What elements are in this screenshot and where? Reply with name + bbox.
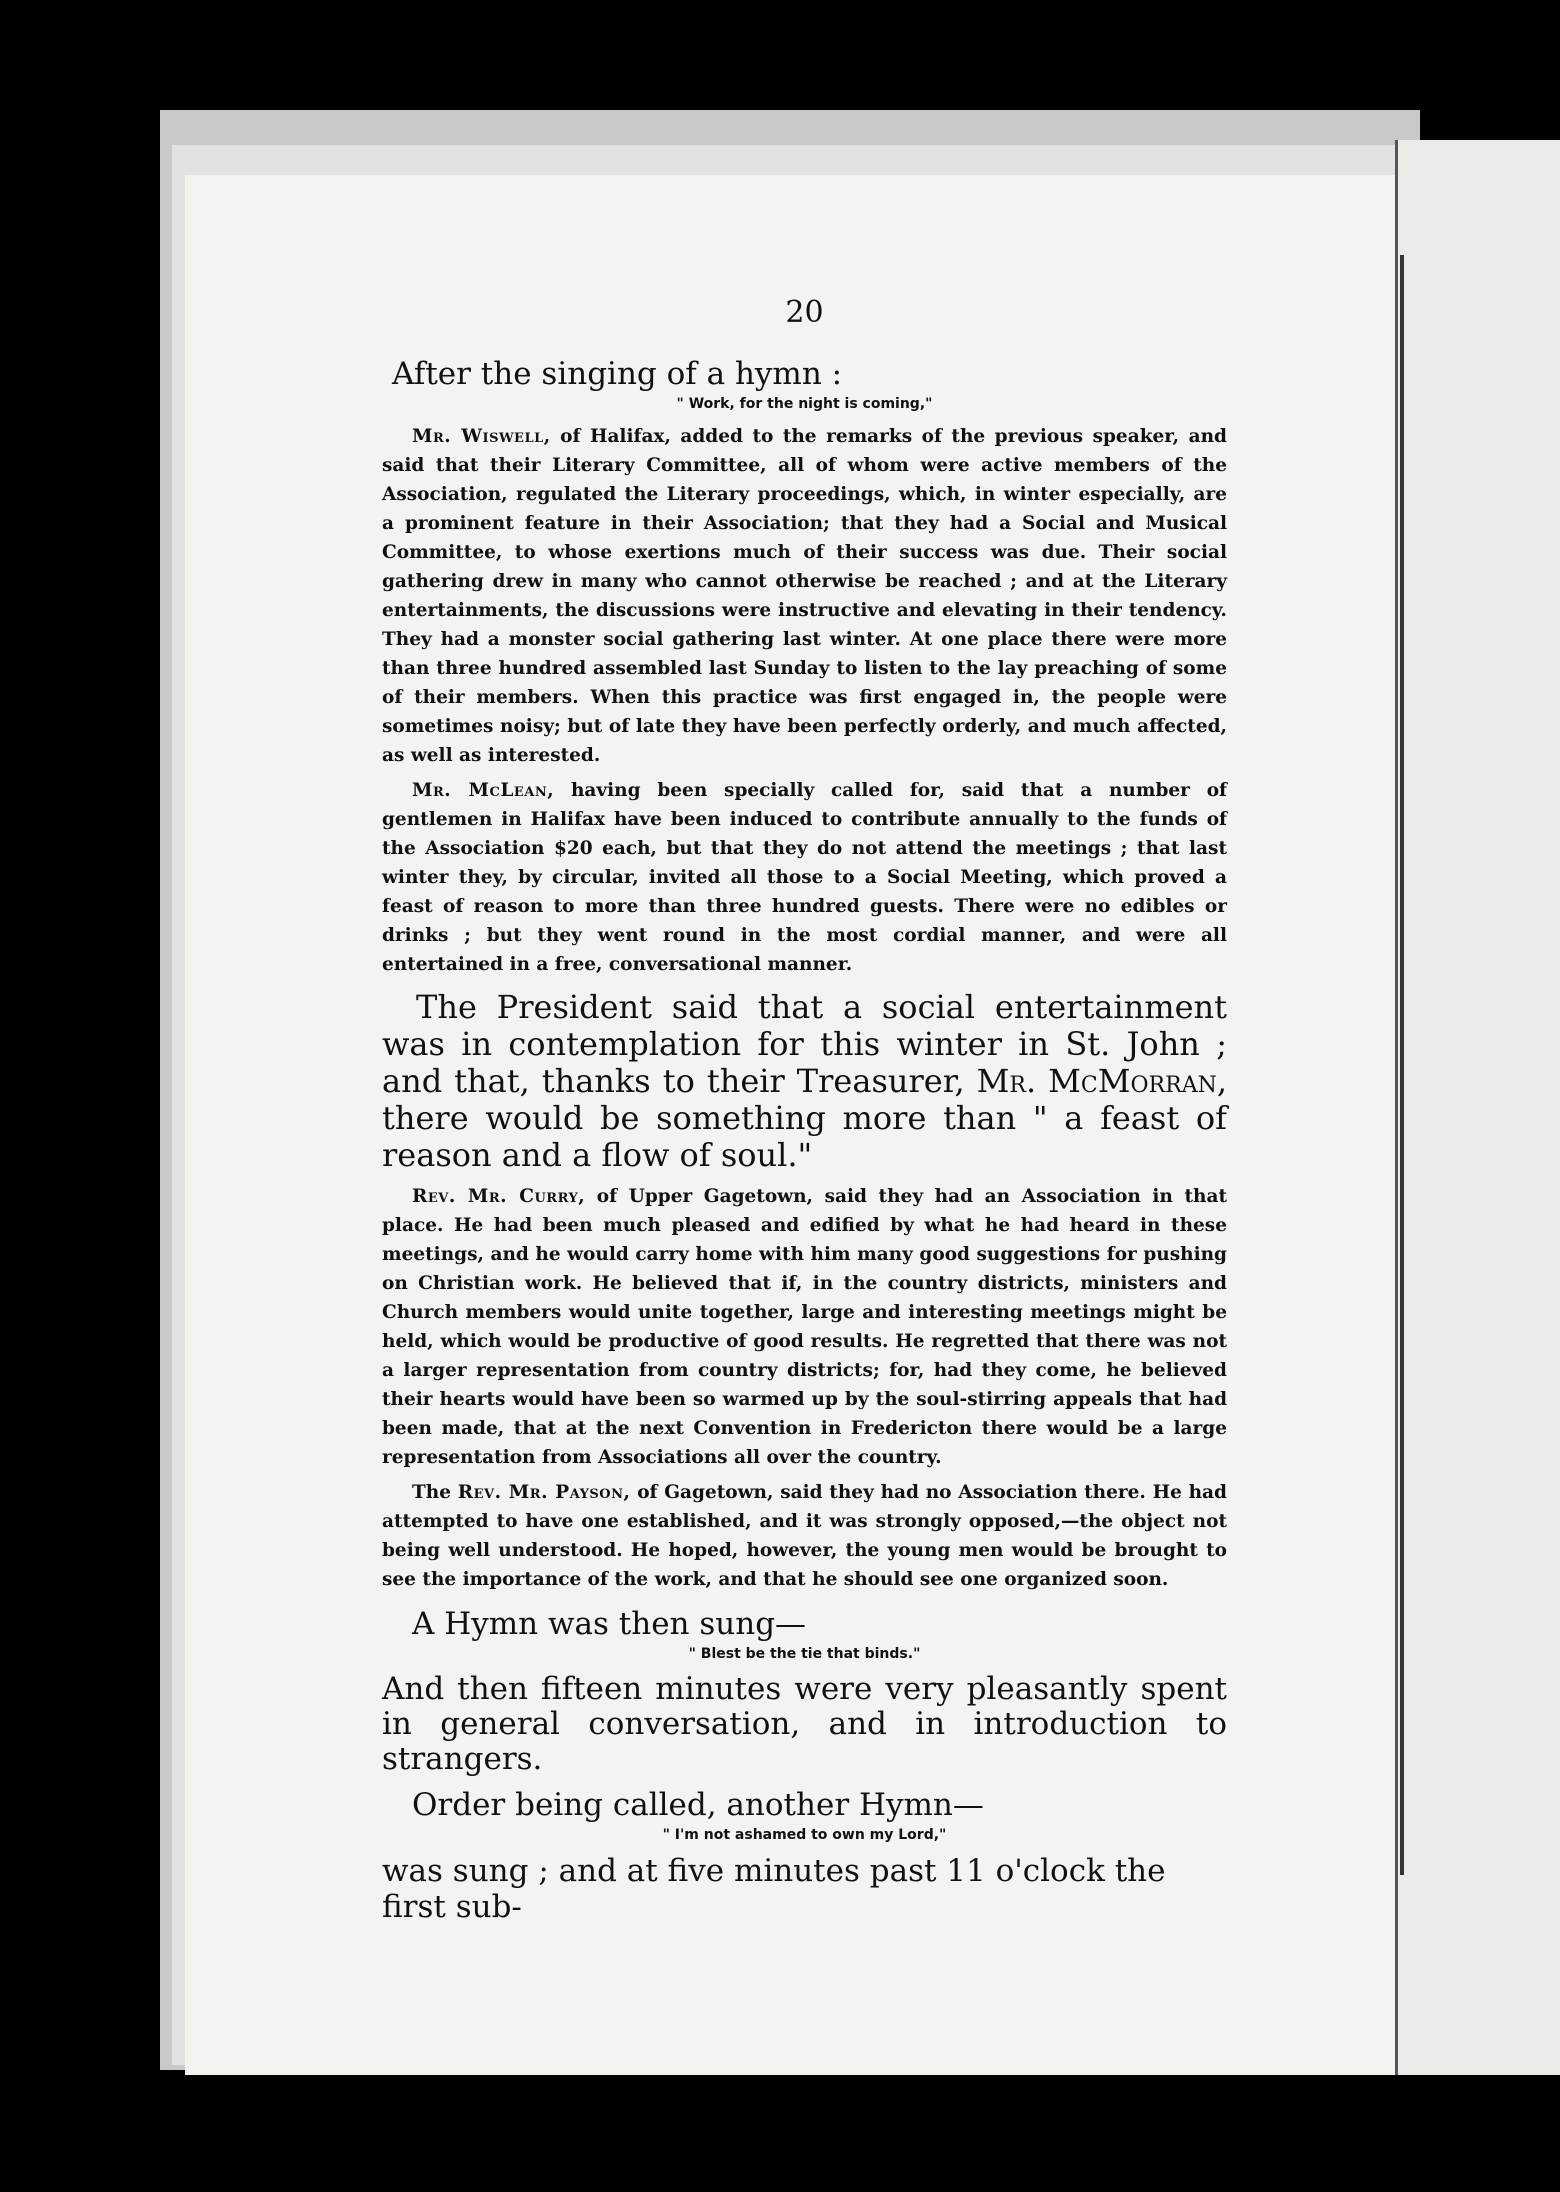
- page-content: [382, 295, 1227, 1925]
- paragraph-text: of Gagetown, said they had no Association there. He had attempted to have one established, and it was strongly opposed,—the object not being well understood. He hoped, however, the young men would be brought to see the importance of the work, and that he should see one organized soon.: [382, 1482, 1227, 1590]
- president-text-before: The President said that a social entertainment was in contemplation for this winter in St. John ; and that, thanks to their Treasurer,: [382, 988, 1227, 1100]
- closing-line: was sung ; and at five minutes past 11 o'clock the first sub-: [382, 1853, 1166, 1925]
- hymn-title-3: " I'm not ashamed to own my Lord,": [662, 1827, 947, 1843]
- paragraph-payson: [382, 1478, 1227, 1594]
- paragraph-curry: [382, 1182, 1227, 1472]
- paragraph-text: having been specially called for, said that a number of gentlemen in Halifax have been induced to contribute annually to the funds of the Association $20 each, but that they do not attend the meetings ; that last winter they, by circular, invited all those to a Social Meeting, which proved a feast of reason to more than three hundred guests. There were no edibles or drinks ; but they went round in the most cordial manner, and were all entertained in a free, conversational manner.: [382, 780, 1227, 975]
- speaker-name: Mr. McLean,: [412, 780, 555, 801]
- hymn-title-1: " Work, for the night is coming,": [676, 396, 933, 412]
- scanned-page: [185, 175, 1395, 2075]
- paragraph-mclean: [382, 776, 1227, 979]
- paragraph-prefix: The: [412, 1482, 458, 1503]
- order-line: Order being called, another Hymn—: [412, 1787, 984, 1823]
- hymn-sung-line: A Hymn was then sung—: [412, 1606, 807, 1642]
- paragraph-president: [382, 989, 1227, 1174]
- speaker-name: Rev. Mr. Payson,: [457, 1482, 631, 1503]
- speaker-name: Mr. Wiswell,: [412, 426, 551, 447]
- facing-page-edge: [1395, 140, 1560, 2075]
- president-text-after: there would be something more than " a feast of reason and a flow of soul.": [382, 1099, 1227, 1174]
- paragraph-wiswell: [382, 422, 1227, 770]
- conversation-paragraph: And then fifteen minutes were very pleasantly spent in general conversation, and in introduction to strangers.: [382, 1671, 1227, 1777]
- page-number: 20: [785, 295, 824, 330]
- intro-line: After the singing of a hymn :: [392, 356, 843, 392]
- facing-page-rule: [1400, 255, 1404, 1875]
- paragraph-text: of Halifax, added to the remarks of the previous speaker, and said that their Literary Committee, all of whom were active members of the Association, regulated the Literary proceedings, which, in winter especially, are a prominent feature in their Association; that they had a Social and Musical Committee, to whose exertions much of their success was due. Their social gathering drew in many who cannot otherwise be reached ; and at the Literary entertainments, the discussions were instructive and elevating in their tendency. They had a monster social gathering last winter. At one place there were more than three hundred assembled last Sunday to listen to the lay preaching of some of their members. When this practice was first engaged in, the people were sometimes noisy; but of late they have been perfectly orderly, and much affected, as well as interested.: [382, 426, 1227, 766]
- treasurer-name: Mr. McMorran,: [976, 1062, 1227, 1100]
- speaker-name: Rev. Mr. Curry,: [412, 1186, 586, 1207]
- hymn-title-2: " Blest be the tie that binds.": [688, 1646, 921, 1662]
- paragraph-text: of Upper Gagetown, said they had an Association in that place. He had been much pleased and edified by what he had heard in these meetings, and he would carry home with him many good suggestions for pushing on Christian work. He believed that if, in the country districts, ministers and Church members would unite together, large and interesting meetings might be held, which would be productive of good results. He regretted that there was not a larger representation from country districts; for, had they come, he believed their hearts would have been so warmed up by the soul-stirring appeals that had been made, that at the next Convention in Fredericton there would be a large representation from Associations all over the country.: [382, 1186, 1227, 1468]
